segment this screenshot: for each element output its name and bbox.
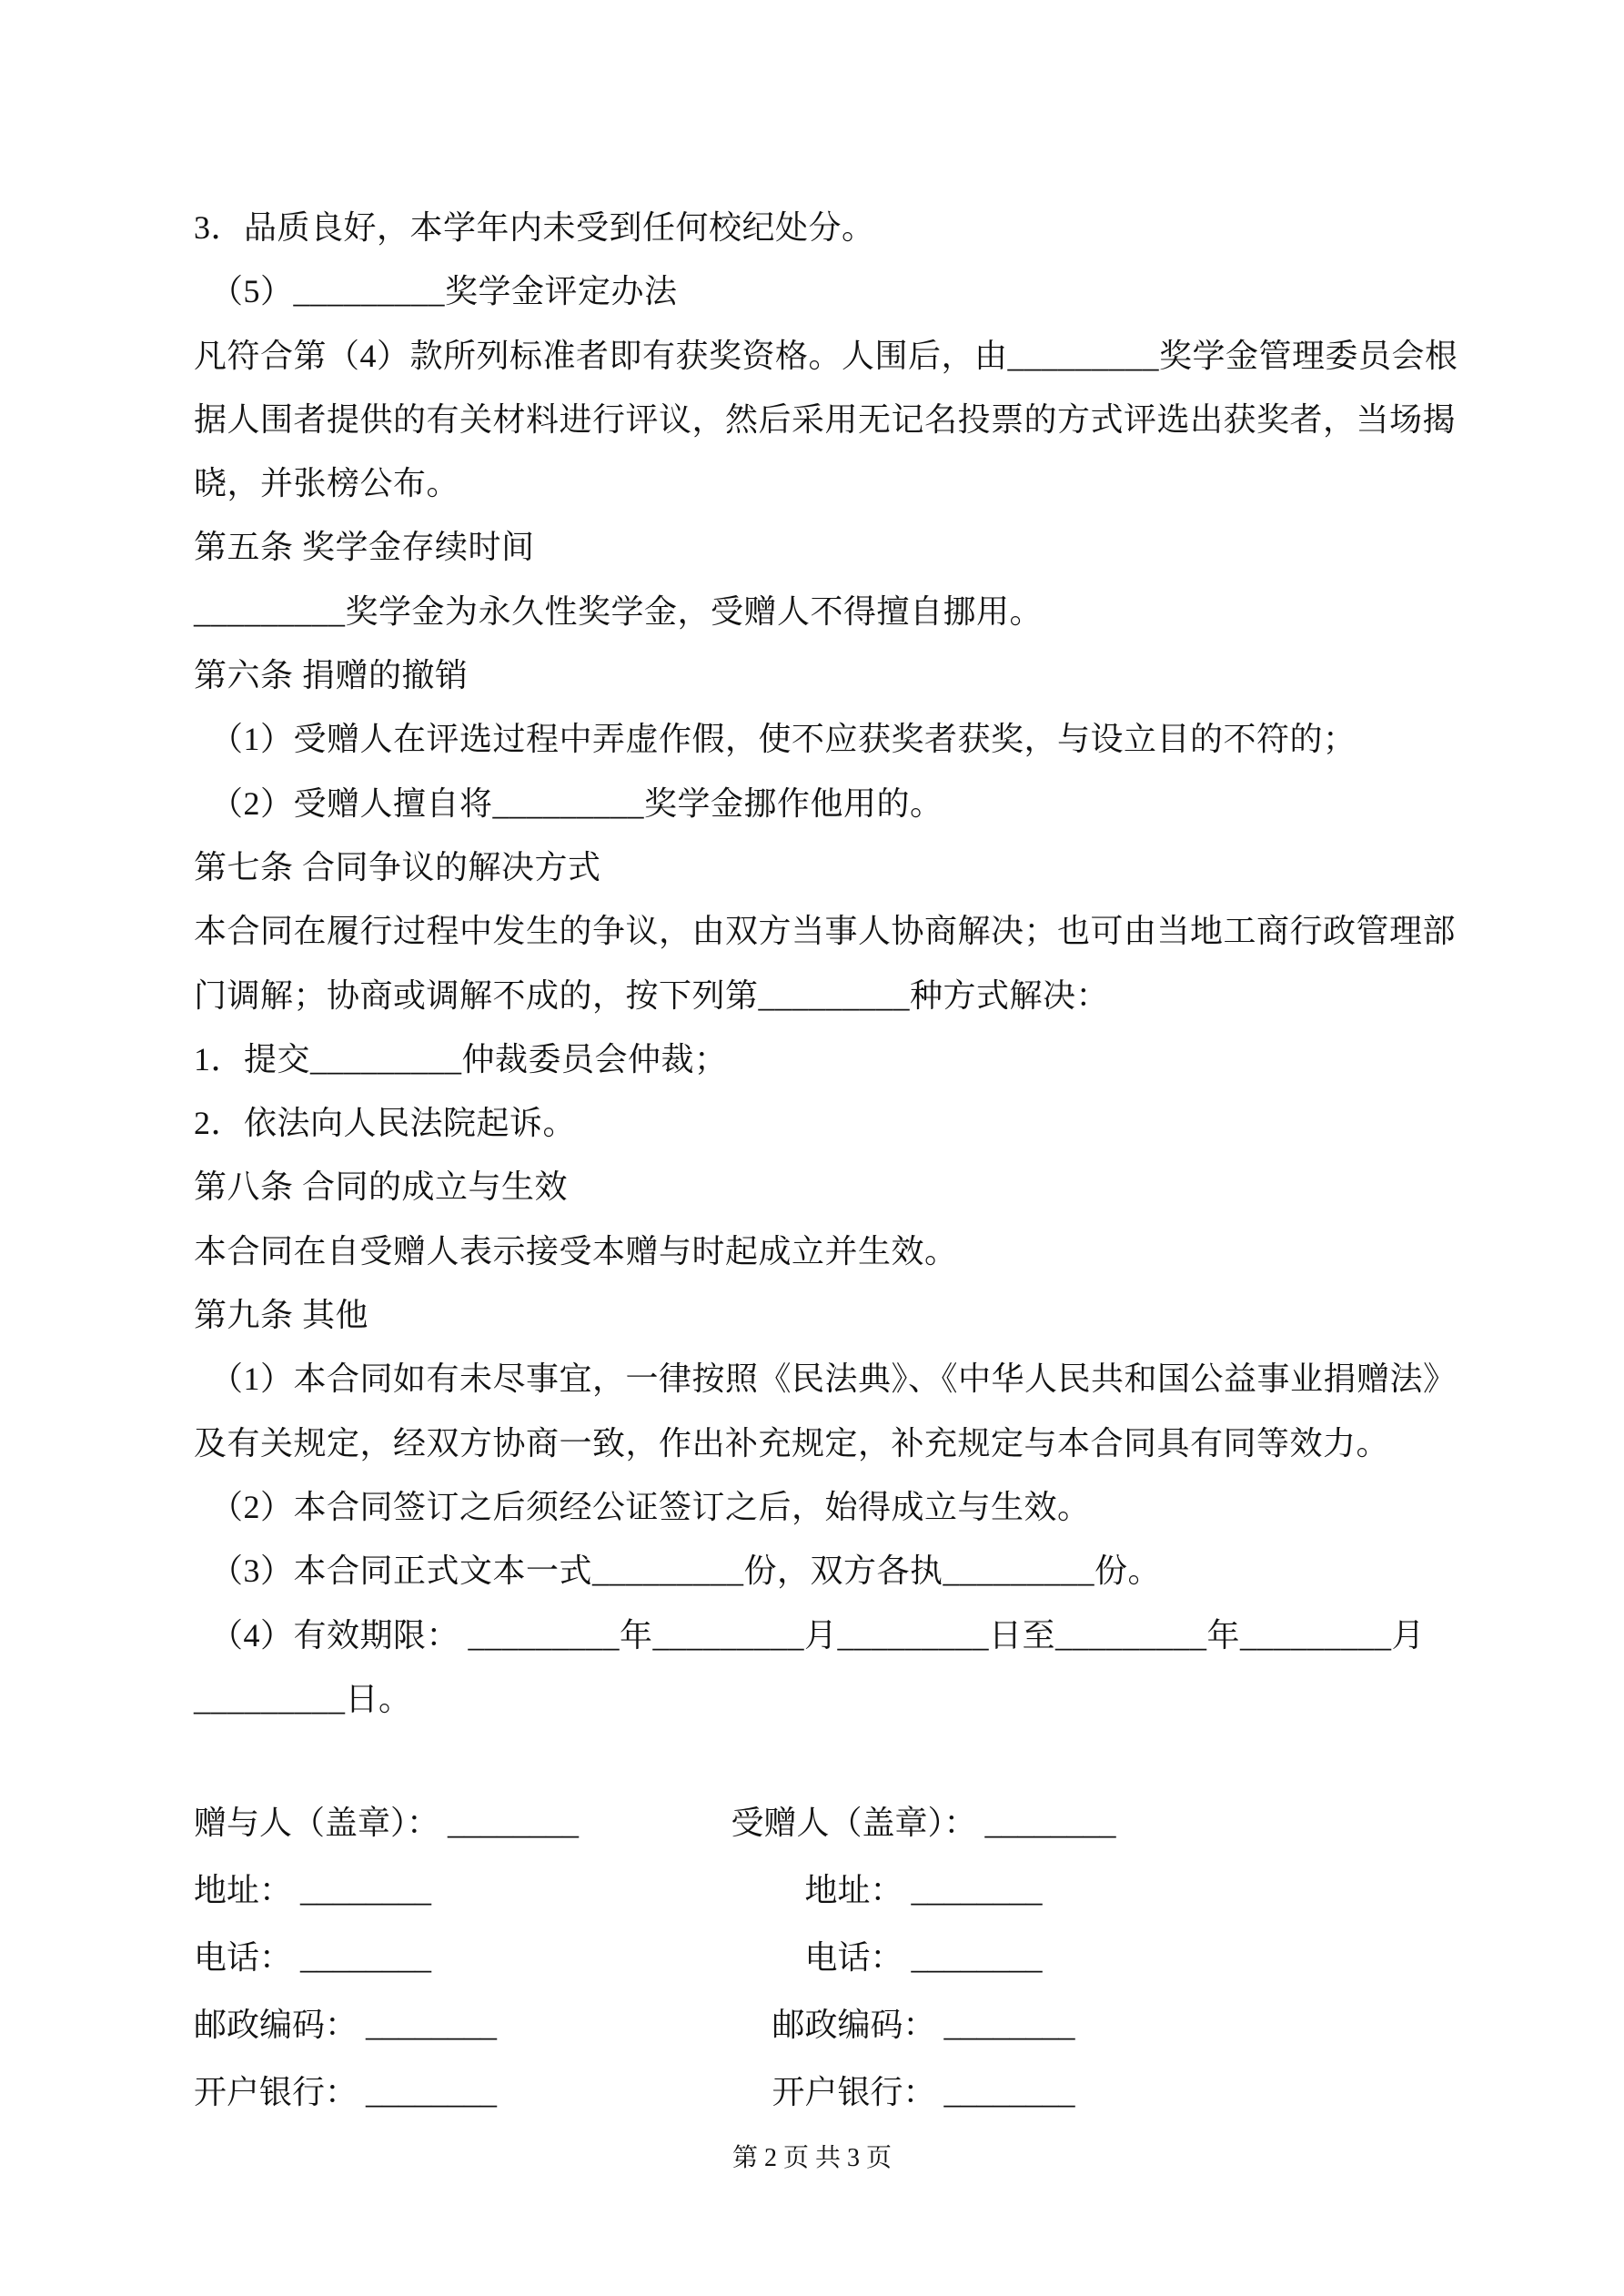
page-number-footer: 第 2 页 共 3 页 [731,2144,892,2172]
signature-row [194,1924,1428,1991]
contract-line: 第五条 奖学金存续时间 [194,529,535,566]
contract-line: 本合同在自受赠人表示接受本赠与时起成立并生效。 [194,1232,958,1269]
donee-postcode-line: 邮政编码： ________ [772,2007,1075,2044]
contract-line: 1．提交_________仲裁委员会仲裁； [194,1040,728,1077]
signature-row [194,1856,1428,1924]
contract-line: 3．品质良好，本学年内未受到任何校纪处分。 [194,209,875,246]
donor-seal-line: 赠与人（盖章）： ________ [194,1805,580,1842]
donor-postcode-line: 邮政编码： ________ [194,2007,498,2044]
donor-phone-line: 电话： ________ [194,1939,432,1977]
donee-seal-line: 受赠人（盖章）： ________ [731,1805,1116,1842]
contract-line: 凡符合第（4）款所列标准者即有获奖资格。人围后，由_________奖学金管理委员会根 [194,337,1458,374]
contract-line: 第九条 其他 [194,1297,369,1334]
contract-line: 第六条 捐赠的撤销 [194,657,469,694]
contract-line: （1）本合同如有未尽事宜，一律按照《民法典》、《中华人民共和国公益事业捐赠法》 [210,1360,1457,1398]
signature-row [194,1789,1428,1856]
contract-line: _________日。 [194,1680,412,1717]
donor-bank-line: 开户银行： ________ [194,2074,498,2111]
signature-row [194,2058,1428,2126]
contract-line: 第八条 合同的成立与生效 [194,1168,569,1206]
contract-line: （2）受赠人擅自将_________奖学金挪作他用的。 [210,784,943,822]
contract-line: 及有关规定，经双方协商一致，作出补充规定，补充规定与本合同具有同等效力。 [194,1424,1390,1462]
contract-line: （1）受赠人在评选过程中弄虚作假，使不应获奖者获奖，与设立目的不符的； [210,721,1357,758]
contract-line: _________奖学金为永久性奖学金，受赠人不得擅自挪用。 [194,592,1044,630]
contract-line: （3）本合同正式文本一式_________份，双方各执_________份。 [210,1553,1162,1590]
contract-line: 门调解；协商或调解不成的，按下列第_________种方式解决： [194,976,1110,1014]
contract-line: 第七条 合同争议的解决方式 [194,848,601,885]
contract-line: （4）有效期限： _________年_________月_________日至_________年_________月 [210,1616,1426,1654]
donee-address-line: 地址： ________ [804,1872,1043,1909]
contract-line: （2）本合同签订之后须经公证签订之后，始得成立与生效。 [210,1488,1091,1525]
donor-address-line: 地址： ________ [194,1872,432,1909]
signature-row [194,1991,1428,2058]
donee-phone-line: 电话： ________ [804,1939,1043,1977]
contract-line: 本合同在履行过程中发生的争议，由双方当事人协商解决；也可由当地工商行政管理部 [194,913,1457,950]
contract-line: 2．依法向人民法院起诉。 [194,1105,577,1142]
signature-block [194,1789,1428,2126]
contract-line: 据人围者提供的有关材料进行评议，然后采用无记名投票的方式评选出获奖者，当场揭 [194,400,1457,438]
contract-line: 晓，并张榜公布。 [194,465,460,502]
contract-line: （5）_________奖学金评定办法 [210,273,678,310]
donee-bank-line: 开户银行： ________ [772,2074,1075,2111]
